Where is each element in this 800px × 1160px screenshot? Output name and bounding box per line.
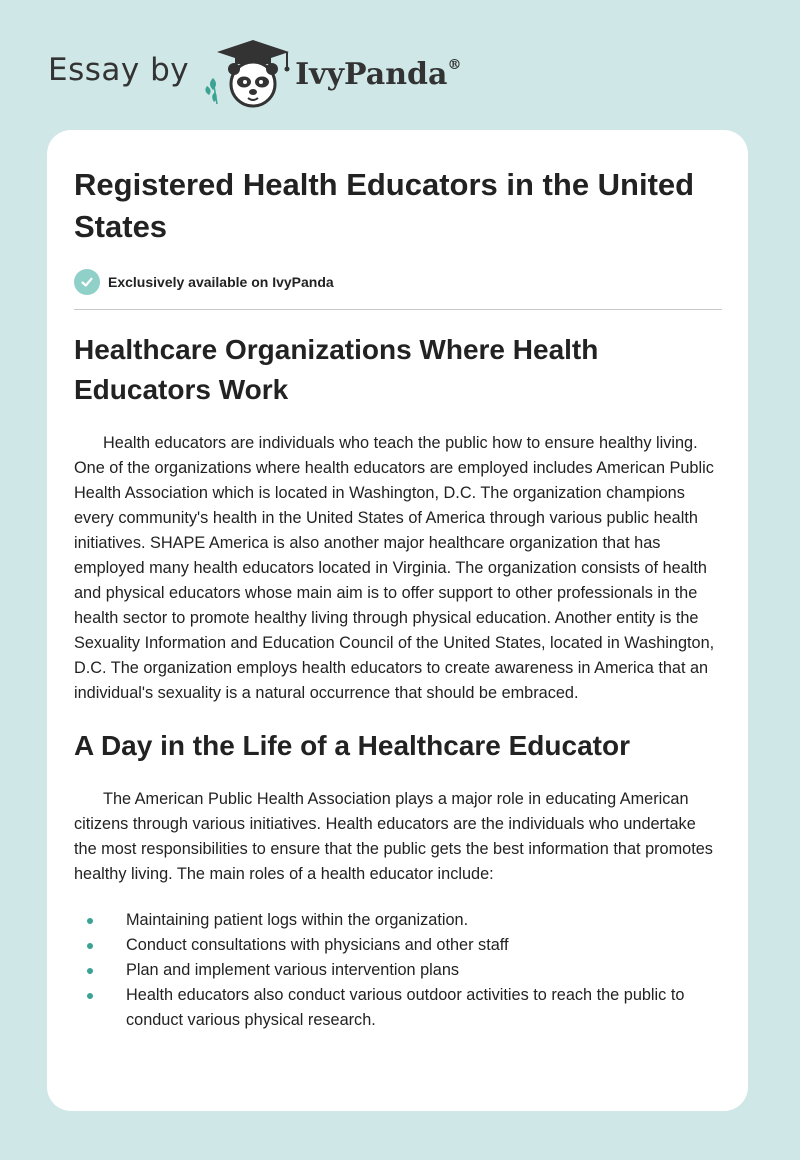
exclusive-badge <box>74 268 722 296</box>
section-paragraph: Health educators are individuals who teach the public how to ensure healthy living. One of the organizations where health educators are employed includes American Public Health Association which is located in Washington, D.C. The organization champions every community's health in the United States of America through various public health initiatives. SHAPE America is also another major healthcare organization that has employed many health educators located in Virginia. The organization consists of health and physical educators whose main aim is to offer support to other professionals in the health sector to promote healthy living through physical education. Another entity is the Sexuality Information and Education Council of the United States, located in Washington, D.C. The organization employs health educators to create awareness in America that an individual's sexuality is a natural occurrence that should be embraced. <box>74 434 715 702</box>
brand-name[interactable]: IvyPanda® <box>295 56 462 92</box>
section-heading: Healthcare Organizations Where Health Educators Work <box>74 334 599 405</box>
check-icon <box>74 269 100 295</box>
divider <box>74 309 722 310</box>
bullet-icon <box>87 943 93 949</box>
badge-label: Exclusively available on IvyPanda <box>108 274 334 290</box>
essay-card <box>47 130 748 1111</box>
list-item: Conduct consultations with physicians and other staff <box>74 933 722 958</box>
list-item: Maintaining patient logs within the organization. <box>74 908 722 933</box>
site-header <box>48 34 461 110</box>
ivypanda-logo-icon[interactable] <box>203 34 295 110</box>
list-item: Health educators also conduct various outdoor activities to reach the public to conduct various physical research. <box>74 983 722 1033</box>
bullet-icon <box>87 918 93 924</box>
roles-list <box>74 908 722 1033</box>
list-item: Plan and implement various intervention plans <box>74 958 722 983</box>
essay-by-label: Essay by <box>48 52 190 88</box>
page-title: Registered Health Educators in the United States <box>74 167 695 244</box>
section-paragraph: The American Public Health Association plays a major role in educating American citizens through various initiatives. Health educators are the individuals who undertake the most responsibilities to ensure that the public gets the best information that promotes healthy living. The main roles of a health educator include: <box>74 790 713 883</box>
bullet-icon <box>87 968 93 974</box>
bullet-icon <box>87 993 93 999</box>
section-heading: A Day in the Life of a Healthcare Educator <box>74 730 630 761</box>
